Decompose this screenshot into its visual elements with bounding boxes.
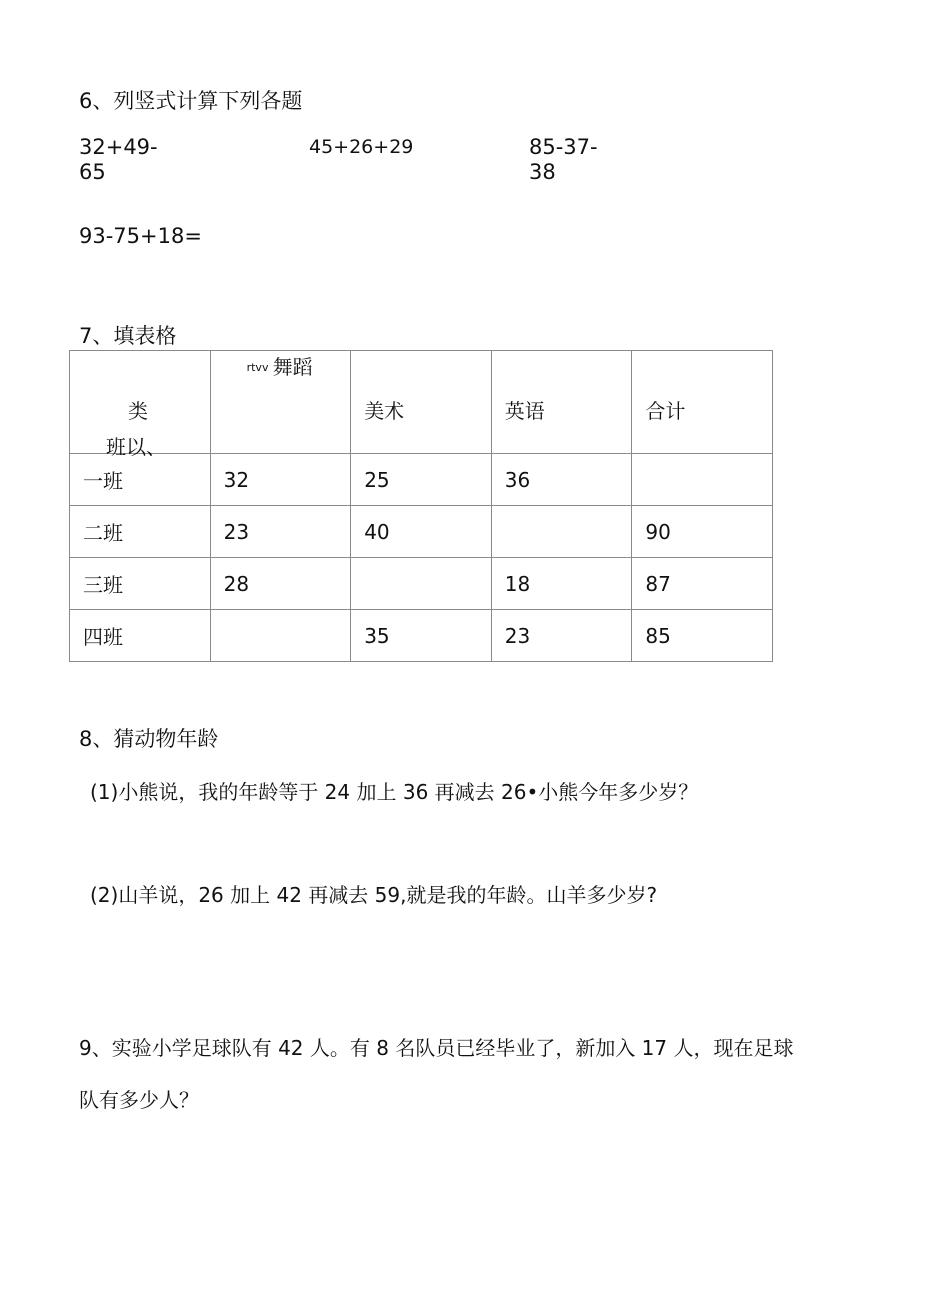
cell-art: 35 bbox=[364, 623, 390, 648]
header-art-cell bbox=[351, 351, 492, 454]
header-dance-prefix: rtvv bbox=[246, 361, 269, 374]
header-total: 合计 bbox=[645, 398, 686, 423]
q6-problem-1-line1: 32+49- bbox=[79, 135, 158, 159]
table-row bbox=[70, 610, 773, 662]
q6-title: 6、列竖式计算下列各题 bbox=[79, 89, 303, 113]
q7-title: 7、填表格 bbox=[79, 324, 177, 348]
cell-total: 85 bbox=[645, 623, 671, 648]
class-activity-table bbox=[69, 350, 773, 662]
table-row bbox=[70, 454, 773, 506]
corner-label-category: 类 bbox=[128, 399, 148, 423]
q9-line-1: 9、实验小学足球队有 42 人。有 8 名队员已经毕业了，新加入 17 人，现在足球 bbox=[79, 1036, 794, 1060]
cell-dance: 32 bbox=[223, 467, 250, 492]
row-class-label: 三班 bbox=[83, 573, 123, 597]
table-row bbox=[70, 506, 773, 558]
row-class-label: 二班 bbox=[83, 521, 123, 545]
cell-english: 36 bbox=[504, 467, 531, 492]
cell-english: 18 bbox=[504, 571, 531, 596]
q6-problem-4: 93-75+18= bbox=[79, 224, 202, 248]
cell-total: 90 bbox=[645, 519, 671, 544]
q6-problem-2: 45+26+29 bbox=[309, 136, 414, 158]
header-art: 美术 bbox=[364, 398, 405, 423]
q9-line-2: 队有多少人？ bbox=[79, 1088, 199, 1112]
q6-problem-1-line2: 65 bbox=[79, 160, 106, 185]
q6-problem-1 bbox=[79, 135, 199, 185]
cell-dance: 28 bbox=[223, 571, 250, 596]
row-class-label: 四班 bbox=[83, 625, 123, 649]
header-corner-cell bbox=[70, 351, 211, 459]
cell-art: 25 bbox=[364, 467, 390, 492]
table-row bbox=[70, 558, 773, 610]
header-dance-cell bbox=[210, 351, 351, 454]
q6-problem-3-line1: 85-37- bbox=[529, 135, 598, 159]
cell-art: 40 bbox=[364, 519, 390, 544]
q8-title: 8、猜动物年龄 bbox=[79, 727, 219, 751]
cell-total: 87 bbox=[645, 571, 671, 596]
header-total-cell bbox=[632, 351, 773, 454]
q6-problem-3 bbox=[529, 135, 649, 185]
row-class-label: 一班 bbox=[83, 469, 123, 493]
header-dance: 舞蹈 bbox=[272, 355, 313, 379]
cell-english: 23 bbox=[504, 623, 531, 648]
q6-problem-3-line2: 38 bbox=[529, 160, 556, 185]
q8-problem-2: (2)山羊说，26 加上 42 再减去 59,就是我的年龄。山羊多少岁? bbox=[90, 883, 658, 907]
q8-problem-1: (1)小熊说，我的年龄等于 24 加上 36 再减去 26•小熊今年多少岁？ bbox=[90, 780, 699, 804]
header-english-cell bbox=[491, 351, 632, 454]
corner-label-class: 班以、 bbox=[106, 435, 166, 459]
cell-dance: 23 bbox=[223, 519, 250, 544]
table-header-row bbox=[70, 351, 773, 454]
header-english: 英语 bbox=[504, 398, 545, 423]
